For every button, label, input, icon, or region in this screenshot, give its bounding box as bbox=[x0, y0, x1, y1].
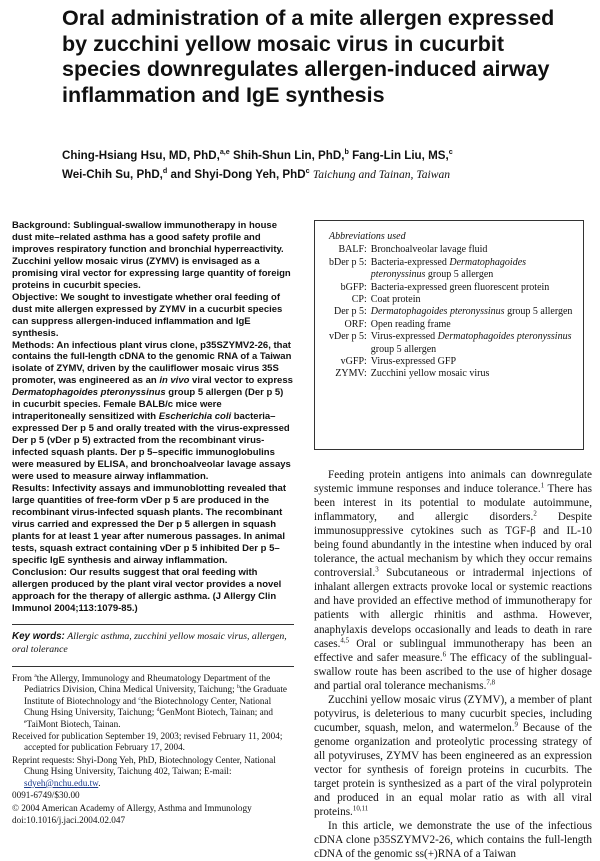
body-paragraph bbox=[314, 468, 592, 693]
abbreviation-italic: Dermatophagoides pteronyssinus bbox=[370, 306, 505, 318]
reference-mark[interactable]: 2 bbox=[533, 509, 537, 518]
abbreviation-text bbox=[371, 257, 573, 282]
abbreviation-key: ORF: bbox=[344, 318, 367, 330]
abbreviation-post: group 5 allergen bbox=[427, 269, 494, 281]
reference-mark[interactable]: 9 bbox=[514, 720, 518, 729]
affiliation-text: the Biotechnology Center, National Chung Hsing University, Taichung; bbox=[24, 695, 272, 718]
abbreviation-row bbox=[329, 244, 573, 256]
body-paragraph bbox=[314, 693, 592, 819]
abbreviation-post: group 5 allergen bbox=[370, 343, 437, 355]
abbreviation-row bbox=[329, 306, 573, 318]
abbreviation-text: Zucchini yellow mosaic virus bbox=[370, 368, 490, 380]
body-text-run: Subcutaneous or intradermal injections of inhalant allergen extracts provoke local or systemic reactions and have provided an effective method of immunotherapy for patients with allergic rhinitis and asthma. However, anaphylaxis develops occasionally and leads to death in rare cases. bbox=[314, 567, 593, 650]
abstract-conclusion bbox=[12, 567, 294, 615]
reprint-requests bbox=[12, 755, 294, 789]
abbreviation-text bbox=[371, 306, 573, 318]
abbreviation-row bbox=[329, 282, 573, 294]
abbreviation-text: Virus-expressed GFP bbox=[370, 356, 457, 368]
affiliation-mark: c bbox=[138, 695, 141, 702]
abbreviation-row bbox=[329, 356, 573, 368]
abbreviation-text: Bacteria-expressed green fluorescent protein bbox=[370, 281, 550, 293]
results-text: Infectivity assays and immunoblotting revealed that large quantities of free-form vDer p 5 are produced in the recombinant virus-infected squash plants. The recombinant virus carried and expressed the Der p 5 allergen in squash plants for at least 1 year after numerous passages. In animal tests, squash extract containing vDer p 5 inhibited Der p 5–specific IgE synthesis and airway inflammation. bbox=[12, 482, 286, 566]
author-affiliation-mark: c bbox=[448, 147, 453, 157]
author-affiliation-mark: c bbox=[305, 166, 310, 176]
abbreviations-table bbox=[329, 244, 573, 380]
affiliation-text: GenMont Biotech, Tainan; and bbox=[159, 707, 273, 718]
body-text-run: The efficacy of the sublingual-swallow route has been ascribed to the use of higher dosage and partial oral tolerance mechanisms. bbox=[314, 651, 592, 692]
author-name: Fang-Lin Liu, MS, bbox=[352, 149, 449, 162]
abbreviation-key: Der p 5: bbox=[334, 306, 367, 318]
body-paragraph bbox=[314, 819, 592, 861]
reprint-text: Reprint requests: Shyi-Dong Yeh, PhD, Biotechnology Center, National Chung Hsing University, Taichung 402, Taiwan; E-mail: bbox=[12, 754, 276, 777]
objective-text: We sought to investigate whether oral feeding of dust mite allergen expressed by ZYMV in a cucurbit species can suppress allergen-induced inflammation and IgE synthesis. bbox=[12, 291, 283, 339]
issn: 0091-6749/$30.00 bbox=[12, 790, 80, 801]
abstract-methods bbox=[12, 340, 294, 483]
abbreviation-text: Bronchoalveolar lavage fluid bbox=[370, 244, 488, 256]
conclusion-label: Conclusion: bbox=[12, 566, 67, 578]
abbreviation-pre: Virus-expressed bbox=[370, 331, 436, 343]
body-text-run: Despite immunosuppressive cytokines such as TGF-β and IL-10 being found abundantly in the intestine when induced by oral tolerance, the actual mechanism by which they occur remains controversial. bbox=[314, 511, 593, 580]
abbreviation-italic: Dermatophagoides pteronyssinus bbox=[370, 256, 527, 281]
methods-text: bacteria–expressed Der p 5 and orally treated with the virus-expressed Der p 5 (vDer p 5) extracted from the recombinant virus-infected squash plants. Der p 5–specific immunoglobulins were measured by ELISA, and bronchoalveolar lavage assays were used to measure airway inflammation. bbox=[12, 411, 291, 483]
abbreviations-box bbox=[314, 220, 584, 450]
author-location: Taichung and Tainan, Taiwan bbox=[312, 168, 451, 181]
affiliation-mark: d bbox=[156, 707, 160, 714]
body-text-run: Zucchini yellow mosaic virus (ZYMV), a member of plant potyvirus, is deleterious to many cucurbit species, including cucumber, squash, melon, and watermelon. bbox=[314, 693, 592, 734]
abbreviation-text bbox=[371, 331, 573, 356]
email-link[interactable]: sdyeh@nchu.edu.tw bbox=[24, 777, 99, 788]
abbreviation-row bbox=[329, 257, 573, 282]
background-label: Background: bbox=[12, 220, 71, 231]
author-name: and Shyi-Dong Yeh, PhD bbox=[170, 168, 306, 181]
author-affiliation-mark: b bbox=[344, 147, 349, 157]
divider bbox=[12, 666, 294, 667]
abbreviation-text: Coat protein bbox=[370, 294, 421, 306]
affiliations bbox=[12, 673, 294, 730]
body-text-run: There has been interest in its potential to modulate autoimmune, inflammatory, and allergic disorders. bbox=[314, 483, 593, 524]
abbreviation-key: bGFP: bbox=[340, 281, 367, 293]
reference-mark[interactable]: 1 bbox=[540, 481, 545, 490]
author-affiliation-mark: d bbox=[162, 166, 168, 176]
author-list bbox=[62, 146, 582, 184]
body-text-run: Feeding protein antigens into animals can downregulate systemic immune responses and induce tolerance. bbox=[314, 469, 592, 496]
keywords-label: Key words: bbox=[12, 631, 65, 643]
reference-mark[interactable]: 10,11 bbox=[352, 804, 369, 813]
copyright: © 2004 American Academy of Allergy, Asthma and Immunology bbox=[12, 802, 252, 813]
keywords bbox=[12, 631, 294, 656]
abbreviation-key: BALF: bbox=[338, 244, 367, 256]
author-name: Wei-Chih Su, PhD, bbox=[62, 168, 163, 181]
reference-mark[interactable]: 3 bbox=[375, 565, 379, 574]
body-text-run: In this article, we demonstrate the use of the infectious cDNA clone p35SZYMV2-26, which contains the full-length cDNA of the genomic ss(+)RNA of a Taiwan bbox=[314, 820, 592, 861]
objective-label: Objective: bbox=[12, 291, 58, 303]
body-text-run: Oral or sublingual immunotherapy has been an effective and safer measure. bbox=[314, 637, 593, 664]
affiliation-mark: b bbox=[236, 684, 240, 691]
reprint-end: . bbox=[98, 777, 101, 788]
abbreviation-text: Open reading frame bbox=[370, 318, 451, 330]
reference-mark[interactable]: 7,8 bbox=[486, 677, 496, 686]
keywords-text: Allergic asthma, zucchini yellow mosaic virus, allergen, oral tolerance bbox=[12, 631, 287, 655]
methods-italic: Escherichia coli bbox=[158, 411, 232, 423]
from-label: From bbox=[12, 673, 32, 684]
affiliation-text: the Graduate Institute of Biotechnology and bbox=[24, 684, 287, 706]
abstract-objective bbox=[12, 292, 294, 340]
received-dates: Received for publication September 19, 2003; revised February 11, 2004; accepted for publication February 17, 2004. bbox=[12, 731, 283, 753]
methods-text: group 5 allergen (Der p 5) in cucurbit species. Female BALB/c mice were intraperitoneally sensitized with bbox=[12, 387, 284, 423]
background-text: Sublingual-swallow immunotherapy in house dust mite–related asthma has a good safety profile and improves respiratory function and bronchial hyperreactivity. Zucchini yellow mosaic virus (ZYMV) is envisaged as a promising viral vector for expressing large quantity of foreign proteins in cucurbit species. bbox=[12, 220, 291, 291]
results-label: Results: bbox=[12, 482, 50, 494]
abbreviation-key: vDer p 5: bbox=[329, 331, 367, 343]
author-name: Shih-Shun Lin, PhD, bbox=[233, 149, 345, 162]
paper-title: Oral administration of a mite allergen expressed by zucchini yellow mosaic virus in cucurbit species downregulates allergen-induced airway inflammation and IgE synthesis bbox=[62, 6, 555, 107]
body-text-run: Because of the genome organization and proteolytic processing strategy of all potyviruses, ZYMV has been engineered as an expression vector for synthesis of foreign proteins in cucurbits. The target protein is synthesized as a part of the viral polyprotein and produced in an equal molar ratio as with all viral proteins. bbox=[314, 721, 592, 819]
methods-italic: Dermatophagoides pteronyssinus bbox=[12, 387, 166, 399]
body-text bbox=[314, 468, 592, 861]
abbreviation-italic: Dermatophagoides pteronyssinus bbox=[437, 331, 572, 343]
abbreviation-row bbox=[329, 368, 573, 380]
methods-text: viral vector to express bbox=[192, 375, 293, 387]
divider bbox=[12, 624, 294, 625]
abstract-background bbox=[12, 220, 294, 292]
abbreviation-row bbox=[329, 319, 573, 331]
abbreviation-key: bDer p 5: bbox=[329, 256, 367, 268]
abbreviation-post: group 5 allergen bbox=[507, 306, 573, 318]
abstract bbox=[12, 220, 294, 614]
methods-text: An infectious plant virus clone, p35SZYMV2-26, that contains the full-length cDNA to the genomic RNA of a Taiwan isolate of ZYMV, driven by the cauliflower mosaic virus 35S promoter, was engineered as an bbox=[12, 339, 292, 387]
left-column bbox=[12, 220, 294, 827]
abstract-results bbox=[12, 483, 294, 567]
footnotes bbox=[12, 673, 294, 826]
affiliation-mark: e bbox=[24, 718, 27, 725]
reference-mark[interactable]: 6 bbox=[442, 649, 447, 658]
author-name: Ching-Hsiang Hsu, MD, PhD, bbox=[62, 149, 220, 162]
affiliation-mark: a bbox=[34, 672, 37, 679]
abbreviation-row bbox=[329, 331, 573, 356]
methods-label: Methods: bbox=[12, 339, 55, 351]
abbreviation-key: CP: bbox=[351, 294, 367, 306]
affiliation-text: TaiMont Biotech, Tainan. bbox=[26, 718, 121, 729]
abbreviation-row bbox=[329, 294, 573, 306]
abbreviation-key: ZYMV: bbox=[335, 368, 367, 380]
abbreviations-heading: Abbreviations used bbox=[329, 231, 406, 242]
methods-italic: in vivo bbox=[159, 375, 190, 387]
conclusion-text: Our results suggest that oral feeding with allergen produced by the plant viral vector provides a novel approach for the therapy of allergic asthma. (J Allergy Clin Immunol 2004;113:1079-85.) bbox=[12, 566, 282, 614]
doi: doi:10.1016/j.jaci.2004.02.047 bbox=[12, 814, 126, 825]
reference-mark[interactable]: 4,5 bbox=[340, 635, 350, 644]
abbreviation-key: vGFP: bbox=[340, 356, 367, 368]
affiliation-text: the Allergy, Immunology and Rheumatology Department of the Pediatrics Division, China Medical University, Taichung; bbox=[24, 673, 271, 695]
abbreviation-pre: Bacteria-expressed bbox=[370, 256, 447, 268]
author-affiliation-mark: a,e bbox=[219, 147, 230, 157]
